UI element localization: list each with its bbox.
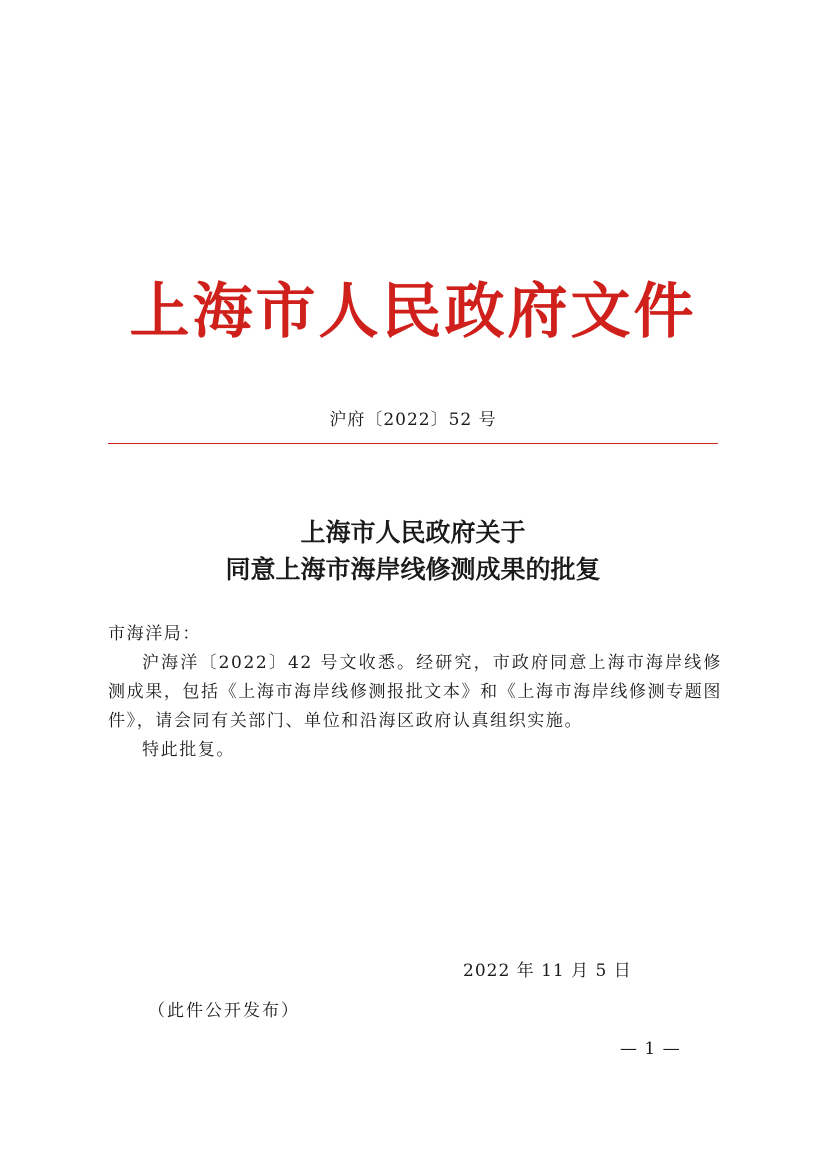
addressee: 市海洋局：	[108, 624, 201, 644]
document-number: 沪府〔2022〕52 号	[329, 410, 497, 430]
red-divider-rule	[108, 443, 718, 444]
body-paragraph-1: 沪海洋〔2022〕42 号文收悉。经研究，市政府同意上海市海岸线修测成果，包括《上海市海岸线修测报批文本》和《上海市海岸线修测专题图件》，请会同有关部门、单位和沿海区政府认真组织实施。	[108, 653, 722, 731]
document-title	[0, 514, 826, 588]
masthead-title: 上海市人民政府文件	[129, 277, 697, 347]
body-paragraph-2: 特此批复。	[142, 740, 235, 760]
page-number: — 1 —	[620, 1039, 681, 1059]
title-line-2: 同意上海市海岸线修测成果的批复	[225, 555, 601, 584]
title-line-1: 上海市人民政府关于	[300, 518, 526, 547]
publication-note: （此件公开发布）	[148, 1001, 300, 1021]
document-body	[108, 620, 722, 765]
issue-date: 2022 年 11 月 5 日	[463, 961, 632, 981]
